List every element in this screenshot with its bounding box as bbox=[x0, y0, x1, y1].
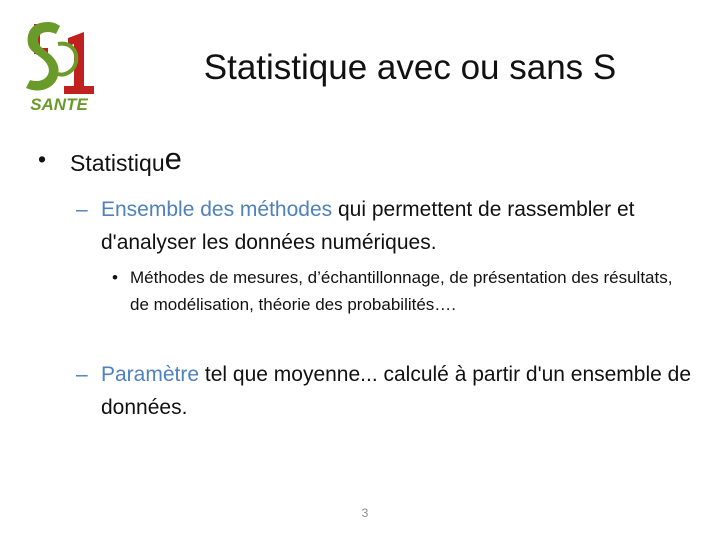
dash-icon: – bbox=[76, 198, 88, 221]
logo bbox=[18, 18, 100, 114]
dash-icon: – bbox=[76, 363, 88, 386]
definition-text bbox=[101, 193, 701, 259]
s1-sante-logo-icon bbox=[18, 18, 100, 114]
sub-bullet-dot-icon: • bbox=[112, 268, 118, 287]
definition-text bbox=[101, 358, 701, 424]
bullet-word: Statistiqu bbox=[70, 150, 165, 176]
logo-text: SANTE bbox=[30, 95, 88, 114]
bullet-final-letter: e bbox=[164, 141, 182, 176]
definition-highlight: Paramètre bbox=[101, 363, 200, 386]
page-number: 3 bbox=[361, 506, 369, 520]
definition-rest: tel que moyenne... calculé à partir d'un ensemble de données. bbox=[101, 363, 692, 419]
definition-highlight: Ensemble des méthodes bbox=[101, 198, 333, 221]
bullet-text bbox=[70, 142, 182, 180]
slide-title: Statistique avec ou sans S bbox=[203, 48, 617, 87]
sub-bullet-text: Méthodes de mesures, d’échantillonnage, de présentation des résultats, de modélisation, théorie des probabilités…. bbox=[130, 268, 673, 314]
bullet-dot-icon: • bbox=[38, 146, 47, 172]
definition-rest: qui permettent de rassembler et d'analyser les données numériques. bbox=[101, 198, 635, 254]
